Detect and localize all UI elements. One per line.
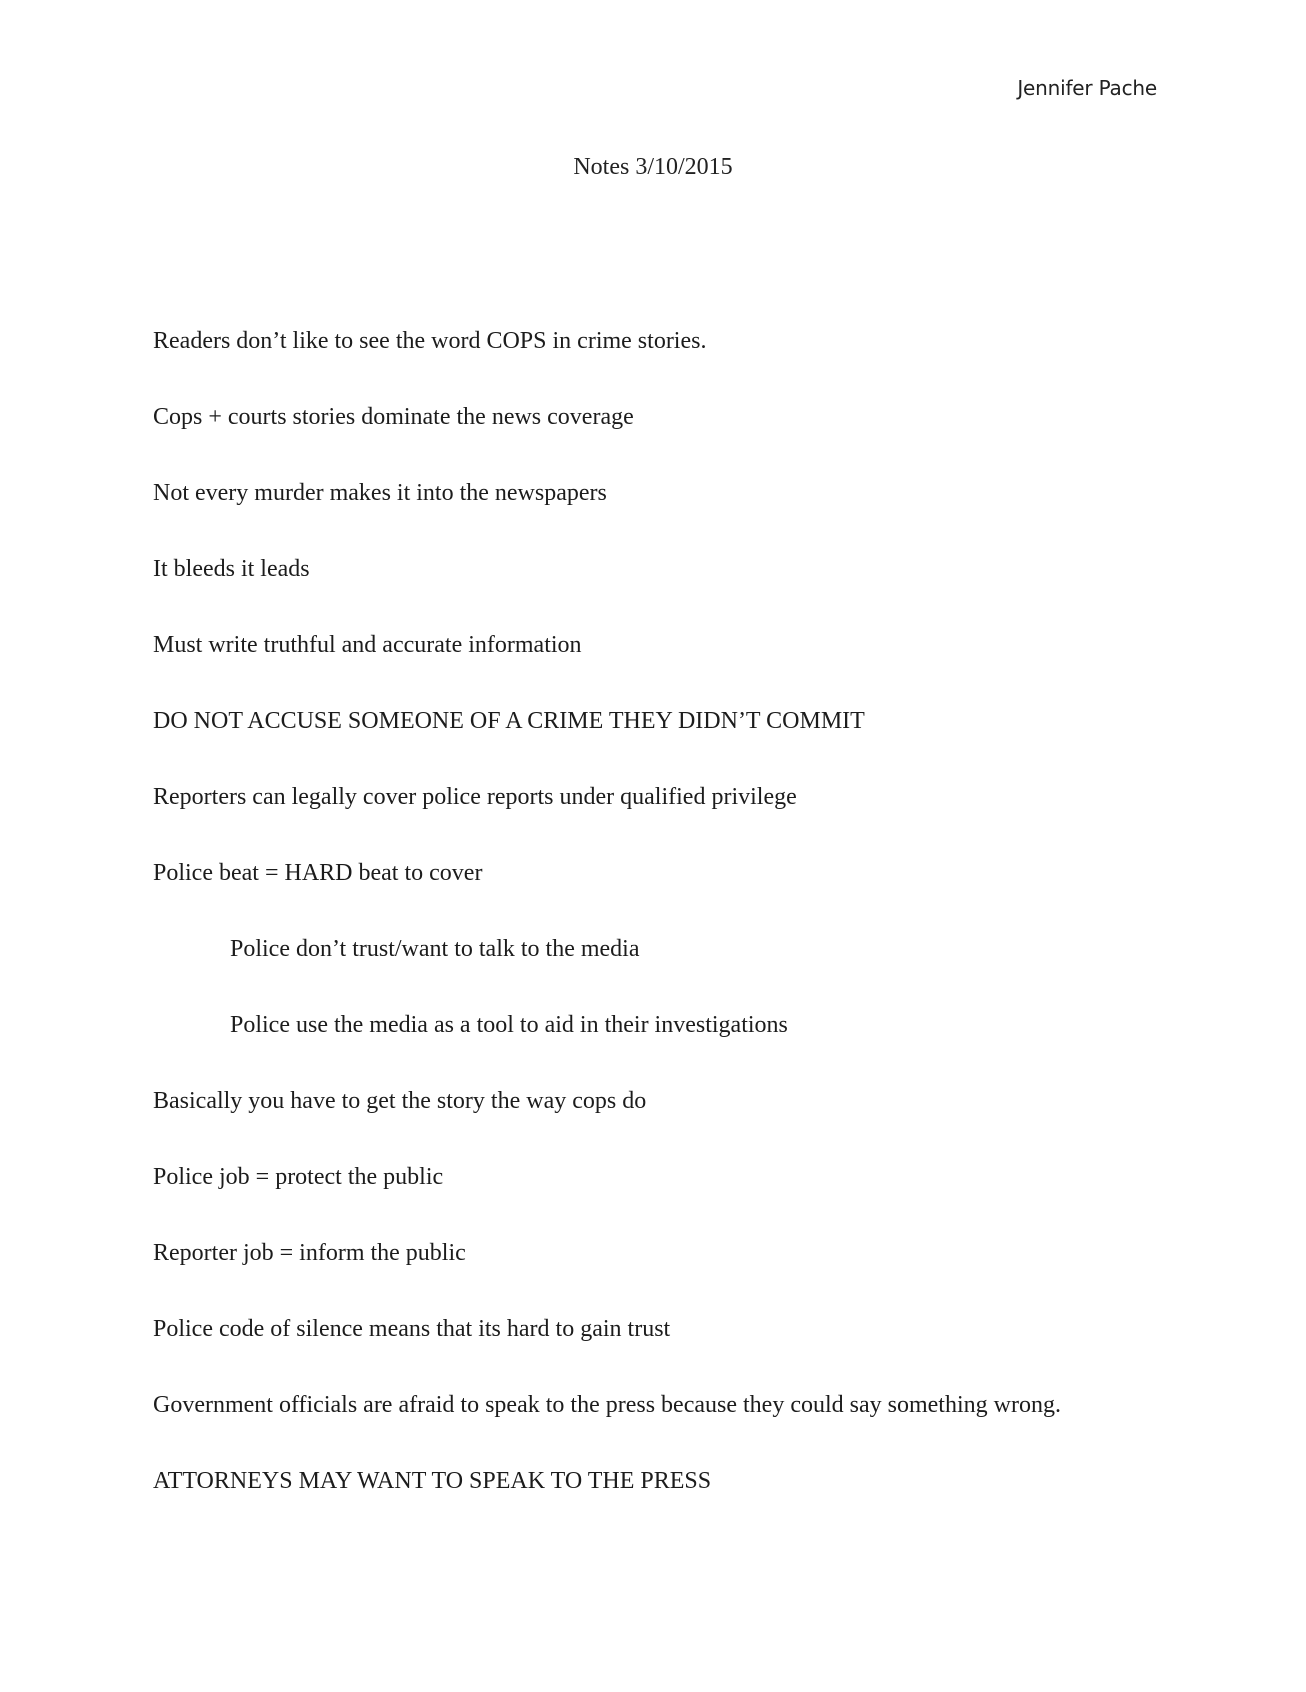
author-name: Jennifer Pache — [1017, 76, 1157, 100]
note-item: DO NOT ACCUSE SOMEONE OF A CRIME THEY DIDN’T COMMIT — [153, 708, 865, 734]
note-item: Police beat = HARD beat to cover — [153, 860, 483, 886]
note-subitem: Police use the media as a tool to aid in their investigations — [230, 1012, 788, 1038]
note-item: Readers don’t like to see the word COPS in crime stories. — [153, 328, 707, 354]
note-item: Not every murder makes it into the newspapers — [153, 480, 607, 506]
note-subitem: Police don’t trust/want to talk to the media — [230, 936, 640, 962]
note-item: It bleeds it leads — [153, 556, 310, 582]
note-item: Government officials are afraid to speak to the press because they could say something wrong. — [153, 1392, 1061, 1418]
note-item: Basically you have to get the story the way cops do — [153, 1088, 647, 1114]
note-item: Reporters can legally cover police reports under qualified privilege — [153, 784, 797, 810]
note-item: Police job = protect the public — [153, 1164, 444, 1190]
note-item: Police code of silence means that its hard to gain trust — [153, 1316, 671, 1342]
note-item: Must write truthful and accurate information — [153, 632, 582, 658]
note-item: Cops + courts stories dominate the news coverage — [153, 404, 634, 430]
notes-list — [153, 303, 1253, 1519]
page-title: Notes 3/10/2015 — [573, 154, 733, 180]
note-item: ATTORNEYS MAY WANT TO SPEAK TO THE PRESS — [153, 1468, 712, 1494]
note-item: Reporter job = inform the public — [153, 1240, 466, 1266]
